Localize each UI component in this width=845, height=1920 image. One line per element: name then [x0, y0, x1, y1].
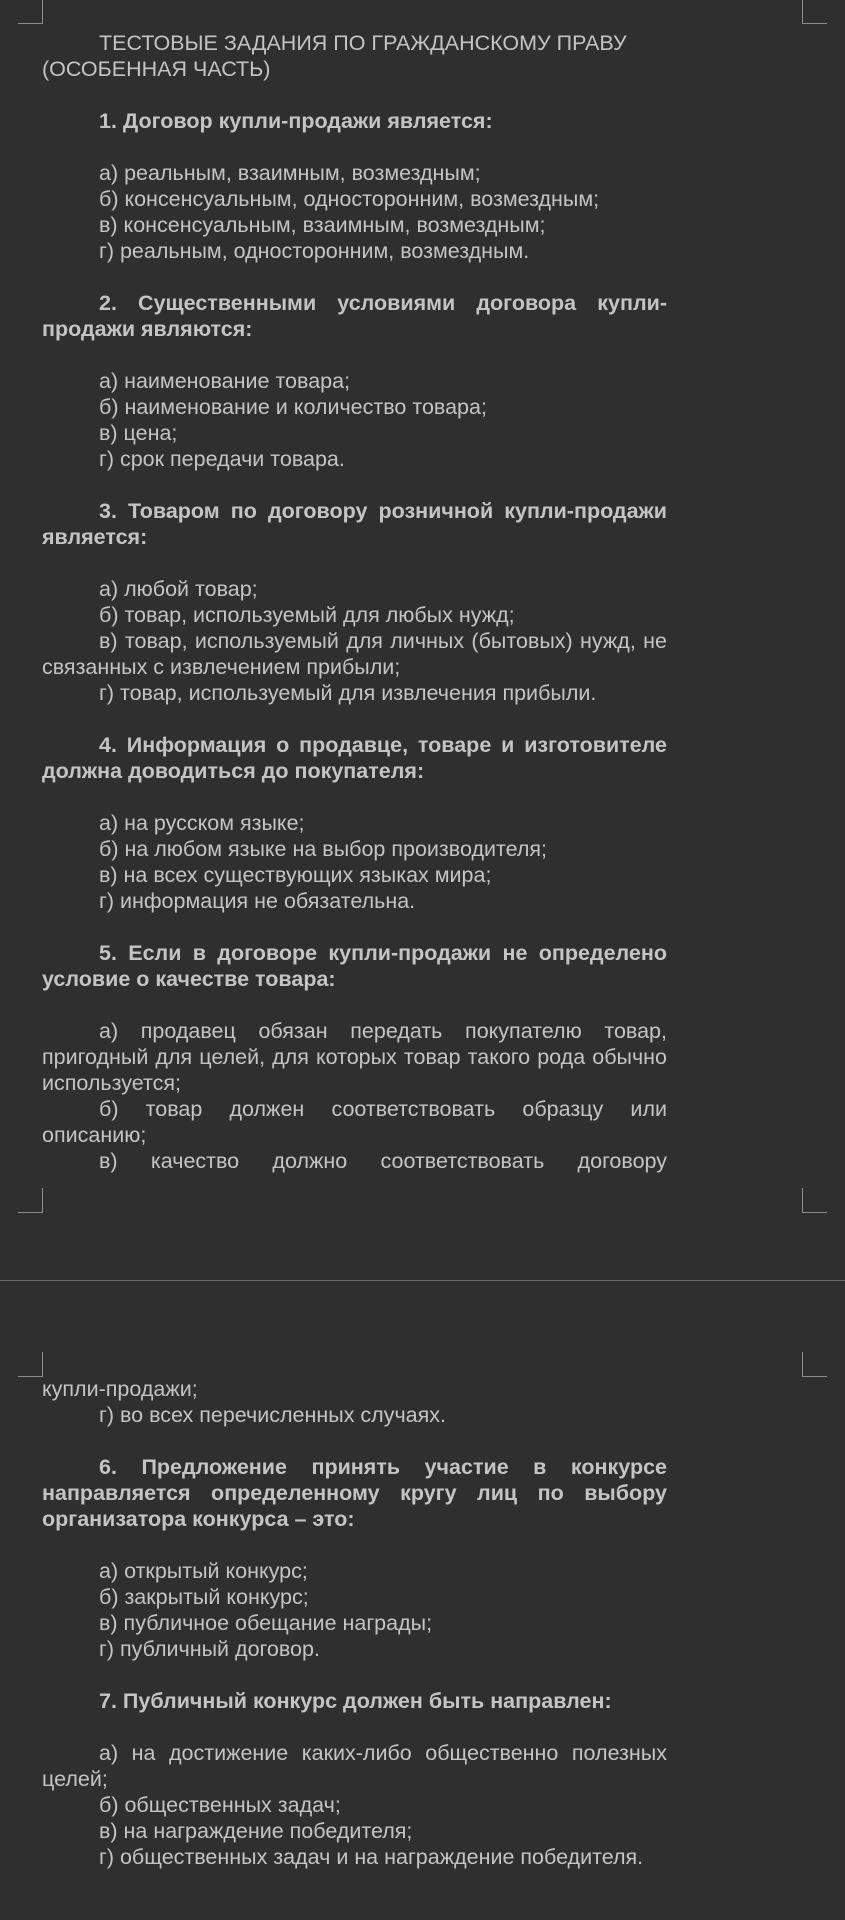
page-break-divider — [0, 1280, 845, 1281]
page-corner-mark — [18, 1352, 43, 1377]
page-corner-mark — [18, 0, 43, 24]
q3-answer-a: а) любой товар; — [99, 577, 258, 601]
question-7: 7. Публичный конкурс должен быть направлен: — [99, 1689, 612, 1713]
q6-answer-b: б) закрытый конкурс; — [99, 1585, 309, 1609]
page-corner-mark — [18, 1188, 43, 1213]
q1-answer-d: г) реальным, односторонним, возмездным. — [99, 239, 530, 263]
q2-answer-d: г) срок передачи товара. — [99, 447, 345, 471]
q5-answer-d: г) во всех перечисленных случаях. — [99, 1403, 446, 1427]
question-1: 1. Договор купли-продажи является: — [99, 109, 493, 133]
page-2-text[interactable] — [42, 1376, 667, 1870]
q3-answer-d: г) товар, используемый для извлечения прибыли. — [99, 681, 597, 705]
q4-answer-c: в) на всех существующих языках мира; — [99, 863, 492, 887]
document-title: ТЕСТОВЫЕ ЗАДАНИЯ ПО ГРАЖДАНСКОМУ ПРАВУ — [99, 31, 627, 55]
q5-answer-c-part2: купли-продажи; — [42, 1377, 198, 1401]
q4-answer-a: а) на русском языке; — [99, 811, 305, 835]
q5-answer-a: а) продавец обязан передать покупателю товар, пригодный для целей, для которых товар такого рода обычно используется; — [42, 1019, 667, 1095]
q6-answer-c: в) публичное обещание награды; — [99, 1611, 433, 1635]
q5-answer-b: б) товар должен соответствовать образцу или описанию; — [42, 1097, 667, 1147]
q1-answer-c: в) консенсуальным, взаимным, возмездным; — [99, 213, 546, 237]
document-subtitle: (ОСОБЕННАЯ ЧАСТЬ) — [42, 57, 271, 81]
question-2: 2. Существенными условиями договора купли-продажи являются: — [42, 291, 667, 341]
q1-answer-b: б) консенсуальным, односторонним, возмездным; — [99, 187, 600, 211]
question-5: 5. Если в договоре купли-продажи не определено условие о качестве товара: — [42, 941, 667, 991]
q2-answer-b: б) наименование и количество товара; — [99, 395, 487, 419]
q4-answer-d: г) информация не обязательна. — [99, 889, 416, 913]
page-1-text[interactable] — [42, 30, 667, 1174]
q3-answer-b: б) товар, используемый для любых нужд; — [99, 603, 515, 627]
q7-answer-a: а) на достижение каких-либо общественно полезных целей; — [42, 1741, 667, 1791]
q4-answer-b: б) на любом языке на выбор производителя; — [99, 837, 548, 861]
q3-answer-c: в) товар, используемый для личных (бытовых) нужд, не связанных с извлечением прибыли; — [42, 629, 667, 679]
question-3: 3. Товаром по договору розничной купли-продажи является: — [42, 499, 667, 549]
q7-answer-b: б) общественных задач; — [99, 1793, 341, 1817]
q2-answer-a: а) наименование товара; — [99, 369, 351, 393]
q6-answer-d: г) публичный договор. — [99, 1637, 320, 1661]
q2-answer-c: в) цена; — [99, 421, 178, 445]
q6-answer-a: а) открытый конкурс; — [99, 1559, 308, 1583]
question-6: 6. Предложение принять участие в конкурсе направляется определенному кругу лиц по выбору организатора конкурса – это: — [42, 1455, 667, 1531]
q5-answer-c-part1: в) качество должно соответствовать договору — [99, 1149, 667, 1173]
page-corner-mark — [802, 0, 827, 24]
document-page-2 — [0, 1282, 845, 1920]
question-4: 4. Информация о продавце, товаре и изготовителе должна доводиться до покупателя: — [42, 733, 667, 783]
page-corner-mark — [802, 1352, 827, 1377]
q7-answer-c: в) на награждение победителя; — [99, 1819, 413, 1843]
q7-answer-d: г) общественных задач и на награждение победителя. — [99, 1845, 644, 1869]
q1-answer-a: а) реальным, взаимным, возмездным; — [99, 161, 481, 185]
page-corner-mark — [802, 1188, 827, 1213]
